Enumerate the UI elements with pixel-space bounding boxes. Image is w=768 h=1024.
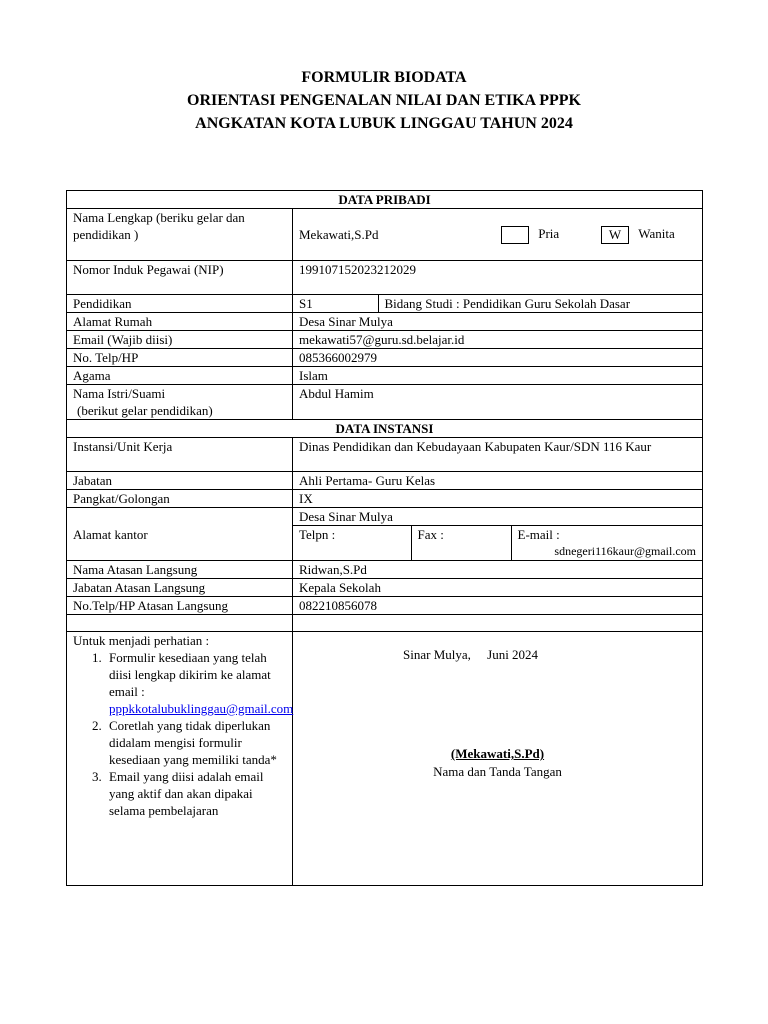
atasan-label: Nama Atasan Langsung (67, 561, 293, 579)
wanita-label: Wanita (638, 226, 675, 241)
kantor-email-value[interactable]: sdnegeri116kaur@gmail.com (554, 544, 696, 558)
note-item: 2. Coretlah yang tidak diperlukan didalam mengisi formulir kesediaan yang memiliki tanda* (105, 717, 286, 768)
pasangan-label: Nama Istri/Suami (berikut gelar pendidikan) (67, 385, 293, 420)
nama-label: Nama Lengkap (beriku gelar dan pendidikan ) (67, 209, 293, 261)
pendidikan-value[interactable]: S1 (293, 295, 378, 312)
signature-caption: Nama dan Tanda Tangan (433, 764, 562, 779)
pangkat-value[interactable]: IX (293, 490, 703, 508)
unit-kerja-label: Instansi/Unit Kerja (67, 438, 293, 472)
nama-value[interactable]: Mekawati,S.Pd (299, 227, 379, 242)
notes-heading: Untuk menjadi perhatian : (73, 633, 210, 648)
agama-value[interactable]: Islam (293, 367, 703, 385)
alamat-kantor-label: Alamat kantor (67, 508, 293, 561)
note-item: 1. Formulir kesediaan yang telah diisi lengkap dikirim ke alamat email : pppkkotalubuklinggau@gmail.com (105, 649, 286, 717)
pria-label: Pria (538, 226, 560, 241)
telp-atasan-label: No.Telp/HP Atasan Langsung (67, 597, 293, 615)
jabatan-value[interactable]: Ahli Pertama- Guru Kelas (293, 472, 703, 490)
jabatan-atasan-label: Jabatan Atasan Langsung (67, 579, 293, 597)
section-data-pribadi: DATA PRIBADI (67, 191, 703, 209)
notes-cell (67, 632, 293, 886)
empty-cell (67, 615, 293, 632)
signature-place-date: Sinar Mulya, Juni 2024 (403, 647, 539, 662)
form-subtitle: ORIENTASI PENGENALAN NILAI DAN ETIKA PPPK (187, 92, 581, 109)
pangkat-label: Pangkat/Golongan (67, 490, 293, 508)
signature-name: (Mekawati,S.Pd) (450, 746, 545, 761)
form-title: FORMULIR BIODATA (301, 69, 467, 86)
bidang-studi[interactable]: Bidang Studi : Pendidikan Guru Sekolah Dasar (384, 296, 631, 311)
agama-label: Agama (67, 367, 293, 385)
signature-cell (293, 632, 703, 886)
email-label: Email (Wajib diisi) (67, 331, 293, 349)
alamat-rumah-value[interactable]: Desa Sinar Mulya (293, 313, 703, 331)
pendidikan-label: Pendidikan (67, 295, 293, 313)
nip-value[interactable]: 199107152023212029 (293, 261, 703, 295)
nama-cell (293, 209, 703, 261)
pria-checkbox[interactable] (501, 226, 529, 244)
atasan-value[interactable]: Ridwan,S.Pd (293, 561, 703, 579)
jabatan-atasan-value[interactable]: Kepala Sekolah (293, 579, 703, 597)
telp-label: No. Telp/HP (67, 349, 293, 367)
section-data-instansi: DATA INSTANSI (67, 420, 703, 438)
nip-label: Nomor Induk Pegawai (NIP) (67, 261, 293, 295)
note-item: 3. Email yang diisi adalah email yang aktif dan akan dipakai selama pembelajaran (105, 768, 286, 819)
gender-wanita[interactable] (601, 225, 675, 244)
notes-list (73, 649, 294, 819)
email-value[interactable]: mekawati57@guru.sd.belajar.id (293, 331, 703, 349)
unit-kerja-value[interactable]: Dinas Pendidikan dan Kebudayaan Kabupaten Kaur/SDN 116 Kaur (293, 438, 703, 472)
pasangan-value[interactable]: Abdul Hamim (293, 385, 703, 420)
gender-pria[interactable] (501, 225, 559, 244)
alamat-kantor-value[interactable]: Desa Sinar Mulya (299, 509, 393, 524)
empty-cell (293, 615, 703, 632)
wanita-checkbox[interactable]: W (601, 226, 629, 244)
telp-atasan-value[interactable]: 082210856078 (293, 597, 703, 615)
email-link[interactable]: pppkkotalubuklinggau@gmail.com (109, 701, 294, 716)
biodata-table (66, 190, 703, 886)
alamat-rumah-label: Alamat Rumah (67, 313, 293, 331)
fax-field[interactable]: Fax : (411, 526, 511, 561)
kantor-email-field[interactable]: E-mail : sdnegeri116kaur@gmail.com (511, 526, 702, 561)
telp-value[interactable]: 085366002979 (293, 349, 703, 367)
form-subtitle-year: ANGKATAN KOTA LUBUK LINGGAU TAHUN 2024 (195, 115, 573, 132)
telpn-field[interactable]: Telpn : (293, 526, 411, 561)
jabatan-label: Jabatan (67, 472, 293, 490)
